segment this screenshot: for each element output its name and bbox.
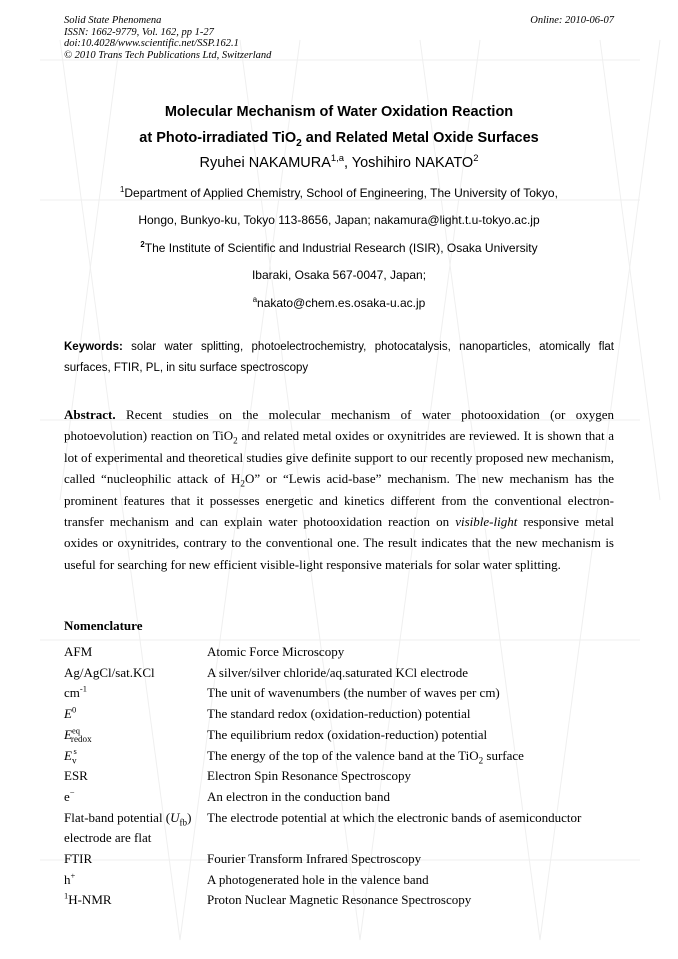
nomenclature-row bbox=[64, 746, 616, 767]
journal-name: Solid State Phenomena bbox=[64, 15, 162, 26]
affiliation-2-line2: Ibaraki, Osaka 567-0047, Japan; bbox=[251, 268, 427, 282]
nomenclature-definition: Fourier Transform Infrared Spectroscopy bbox=[207, 851, 422, 867]
term-text: H-NMR bbox=[68, 892, 112, 908]
nomenclature-row bbox=[64, 890, 616, 911]
journal-doi: doi:10.4028/www.scientific.net/SSP.162.1 bbox=[64, 38, 239, 49]
nomenclature-term bbox=[64, 746, 207, 767]
term-text: E bbox=[64, 747, 72, 763]
nomenclature-term bbox=[64, 890, 207, 911]
nomenclature-term: ESR bbox=[64, 768, 88, 784]
nomenclature-table bbox=[64, 642, 616, 911]
author-list bbox=[0, 152, 678, 171]
term-superscript: s bbox=[73, 746, 77, 757]
abstract-text: O” or “Lewis acid-base” mechanism. The new mechanism has the prominent features that it possesses energetic and kinetics different from the conventional electron-transfer mechanism and can explain water photooxidation reaction on bbox=[64, 471, 614, 530]
nomenclature-term bbox=[64, 683, 207, 704]
nomenclature-row bbox=[64, 808, 616, 829]
affiliation-text: The Institute of Scientific and Industrial Research (ISIR), Osaka University bbox=[144, 241, 538, 255]
journal-issn: ISSN: 1662-9779, Vol. 162, pp 1-27 bbox=[64, 26, 214, 38]
paper-title-line2 bbox=[0, 130, 678, 149]
nomenclature-definition: An electron in the conduction band bbox=[207, 788, 391, 804]
keywords bbox=[64, 337, 614, 379]
abstract-text: and related metal oxides or oxynitrides are reviewed. It is shown that a lot of experimental and theoretical studies give definite support to our recently proposed new mechanism, called “nucleophilic attack of H bbox=[64, 428, 614, 487]
nomenclature-definition bbox=[207, 746, 616, 767]
abstract-subscript: 2 bbox=[233, 436, 238, 446]
term-text: E bbox=[64, 726, 72, 742]
definition-text: The energy of the top of the valence band at the TiO bbox=[207, 747, 479, 763]
nomenclature-definition: The equilibrium redox (oxidation-reduction) potential bbox=[207, 726, 488, 742]
abstract bbox=[64, 404, 614, 575]
affiliation-1-line2: Hongo, Bunkyo-ku, Tokyo 113-8656, Japan; nakamura@light.t.u-tokyo.ac.jp bbox=[138, 213, 540, 227]
nomenclature-term: Ag/AgCl/sat.KCl bbox=[64, 664, 155, 680]
author-separator: , bbox=[343, 155, 352, 171]
term-text: cm bbox=[64, 685, 80, 701]
term-text: Flat-band potential ( bbox=[64, 809, 171, 825]
term-subscript: fb bbox=[179, 817, 188, 828]
nomenclature-definition: Proton Nuclear Magnetic Resonance Spectroscopy bbox=[207, 892, 472, 908]
definition-subscript: 2 bbox=[478, 755, 484, 766]
abstract-subscript: 2 bbox=[240, 478, 245, 489]
affiliation-text: Department of Applied Chemistry, School of Engineering, The University of Tokyo, bbox=[124, 186, 558, 200]
title-subscript: 2 bbox=[296, 137, 302, 149]
nomenclature-row bbox=[64, 725, 616, 746]
nomenclature-heading: Nomenclature bbox=[64, 618, 143, 633]
affiliation-mark: 1 bbox=[120, 185, 125, 194]
abstract-text: Recent studies on the molecular mechanism of water photooxidation (or oxygen photoevolution) reaction on TiO bbox=[64, 407, 614, 444]
nomenclature-row bbox=[64, 766, 616, 787]
nomenclature-definition: The electrode potential at which the electronic bands of asemiconductor bbox=[207, 809, 582, 825]
nomenclature-term: FTIR bbox=[64, 851, 93, 867]
author-name: Ryuhei NAKAMURA bbox=[199, 155, 331, 171]
journal-copyright: © 2010 Trans Tech Publications Ltd, Switzerland bbox=[64, 49, 272, 61]
nomenclature-definition-continued: electrode are flat bbox=[64, 830, 152, 846]
term-superscript: 0 bbox=[71, 704, 77, 715]
term-superscript: -1 bbox=[79, 684, 87, 695]
term-text: E bbox=[64, 706, 72, 722]
nomenclature-term bbox=[64, 725, 207, 746]
nomenclature-row bbox=[64, 642, 616, 663]
author-name: Yoshihiro NAKATO bbox=[351, 155, 474, 171]
nomenclature-row bbox=[64, 704, 616, 725]
term-superscript: eq bbox=[71, 725, 80, 736]
nomenclature-definition: The standard redox (oxidation-reduction) potential bbox=[207, 706, 471, 722]
author-affiliation-mark: 1,a bbox=[330, 152, 344, 164]
email-mark: a bbox=[252, 295, 258, 304]
nomenclature-row bbox=[64, 663, 616, 684]
term-text: e bbox=[64, 788, 70, 804]
nomenclature-definition: A photogenerated hole in the valence band bbox=[207, 871, 429, 887]
term-italic: U bbox=[170, 809, 180, 825]
abstract-emphasis: visible-light bbox=[455, 514, 518, 530]
journal-header bbox=[64, 15, 271, 61]
nomenclature-term bbox=[64, 870, 207, 891]
title-text: and Related Metal Oxide Surfaces bbox=[301, 130, 539, 146]
affiliation-1-line1 bbox=[0, 186, 678, 200]
nomenclature-term bbox=[64, 808, 207, 829]
affiliation-mark: 2 bbox=[140, 240, 145, 249]
nomenclature-row bbox=[64, 683, 616, 704]
abstract-label: Abstract. bbox=[64, 407, 116, 422]
term-subscript: redox bbox=[70, 734, 92, 745]
nomenclature-definition: A silver/silver chloride/aq.saturated KCl electrode bbox=[207, 664, 468, 680]
abstract-text: responsive metal oxides or oxynitrides, contrary to the conventional one. The result indicates that the new mechanism is useful for searching for new efficient visible-light responsive materials for solar water splitting. bbox=[64, 514, 614, 572]
keywords-label: Keywords: bbox=[64, 341, 123, 353]
title-text: at Photo-irradiated TiO bbox=[139, 130, 297, 146]
nomenclature-term bbox=[64, 704, 207, 725]
affiliation-2-line1 bbox=[0, 241, 678, 255]
email-text: nakato@chem.es.osaka-u.ac.jp bbox=[257, 296, 426, 310]
nomenclature-row bbox=[64, 787, 616, 808]
nomenclature-row bbox=[64, 849, 616, 870]
paper-title-line1: Molecular Mechanism of Water Oxidation Reaction bbox=[164, 104, 514, 120]
nomenclature-term bbox=[64, 787, 207, 808]
author-affiliation-mark: 2 bbox=[473, 152, 479, 164]
corresponding-email bbox=[0, 296, 678, 310]
term-text: ) bbox=[187, 809, 192, 825]
term-superscript: − bbox=[69, 787, 75, 798]
nomenclature-definition: Atomic Force Microscopy bbox=[207, 644, 345, 659]
keywords-text: solar water splitting, photoelectrochemistry, photocatalysis, nanoparticles, atomically flat surfaces, FTIR, PL, in situ surface spectroscopy bbox=[64, 341, 614, 374]
term-text: h bbox=[64, 871, 71, 887]
online-date: Online: 2010-06-07 bbox=[530, 15, 614, 26]
definition-text: surface bbox=[483, 747, 524, 763]
term-subscript: v bbox=[71, 755, 77, 766]
nomenclature-definition: Electron Spin Resonance Spectroscopy bbox=[207, 768, 411, 784]
nomenclature-row bbox=[64, 870, 616, 891]
nomenclature-term: AFM bbox=[64, 644, 93, 659]
term-superscript: + bbox=[70, 870, 76, 881]
term-superscript: 1 bbox=[64, 891, 69, 902]
nomenclature-definition: The unit of wavenumbers (the number of waves per cm) bbox=[207, 685, 500, 701]
